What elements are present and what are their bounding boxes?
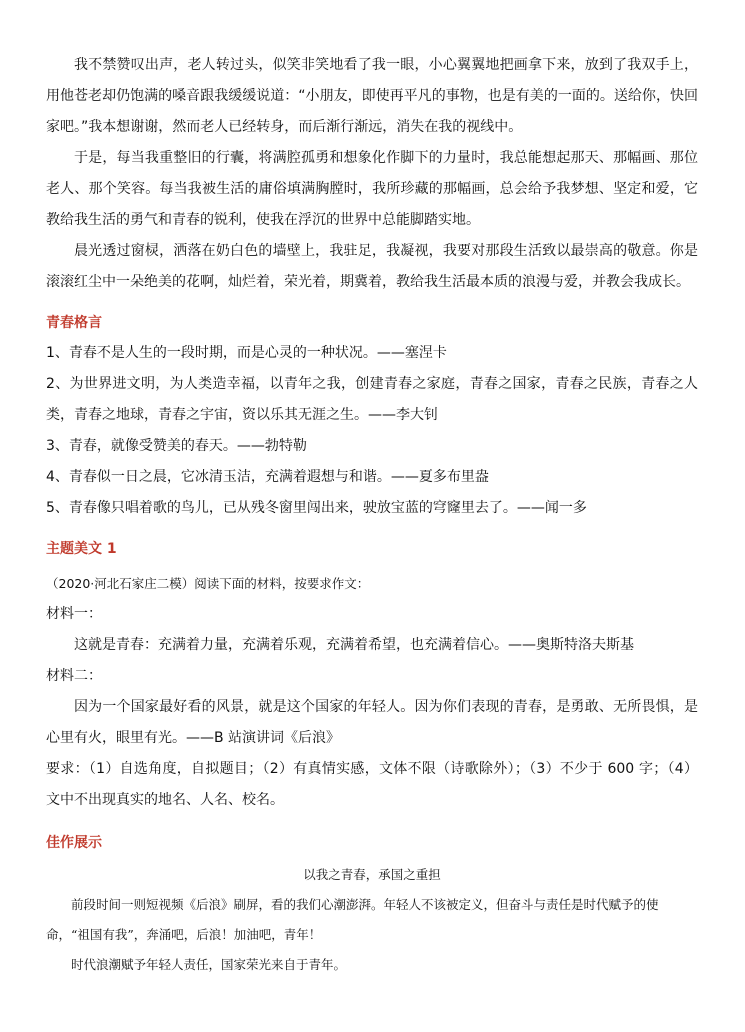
essay-paragraph-2: 时代浪潮赋予年轻人责任，国家荣光来自于青年。 [71,957,347,972]
story-paragraph-2: 于是，每当我重整旧的行囊，将满腔孤勇和想象化作脚下的力量时，我总能想起那天、那幅画、那位老人、那个笑容。每当我被生活的庸俗填满胸膛时，我所珍藏的那幅画，总会给予我梦想、坚定和爱，它教给我生活的勇气和青春的锐利，使我在浮沉的世界中总能脚踏实地。 [46,150,698,228]
quote-item-4: 4、青春似一日之晨，它冰清玉洁，充满着遐想与和谐。——夏多布里盎 [46,469,489,485]
material-1-label: 材料一： [46,606,102,622]
essay-title: 以我之青春，承国之重担 [303,867,441,882]
quote-item-2: 2、为世界进文明，为人类造幸福，以青年之我，创建青春之家庭，青春之国家，青春之民族，青春之人类，青春之地球，青春之宇宙，资以乐其无涯之生。——李大钊 [46,376,698,423]
story-paragraph-1: 我不禁赞叹出声，老人转过头，似笑非笑地看了我一眼，小心翼翼地把画拿下来，放到了我双手上，用他苍老却仍饱满的嗓音跟我缓缓说道：“小朋友，即使再平凡的事物，也是有美的一面的。送给你，快回家吧。”我本想谢谢，然而老人已经转身，而后渐行渐远，消失在我的视线中。 [46,57,698,135]
material-2-text: 因为一个国家最好看的风景，就是这个国家的年轻人。因为你们表现的青春，是勇敢、无所畏惧，是心里有火，眼里有光。——B 站演讲词《后浪》 [46,699,698,746]
material-1-text: 这就是青春：充满着力量，充满着乐观，充满着希望，也充满着信心。——奥斯特洛夫斯基 [74,637,634,653]
quotes-list [46,338,698,524]
quotes-heading: 青春格言 [46,315,102,331]
quote-item-5: 5、青春像只唱着歌的鸟儿，已从残冬窗里闯出来，驶放宝蓝的穹窿里去了。——闻一多 [46,500,587,516]
essay-paragraph-1: 前段时间一则短视频《后浪》刷屏，看的我们心潮澎湃。年轻人不该被定义，但奋斗与责任是时代赋予的使命，“祖国有我”，奔涌吧，后浪！加油吧，青年！ [46,897,659,942]
quote-item-1: 1、青春不是人生的一段时期，而是心灵的一种状况。——塞涅卡 [46,345,447,361]
prompt-intro: （2020·河北石家庄二模）阅读下面的材料，按要求作文： [46,576,370,591]
story-paragraph-3: 晨光透过窗棂，洒落在奶白色的墙壁上，我驻足，我凝视，我要对那段生活致以最崇高的敬意。你是滚滚红尘中一朵绝美的花啊，灿烂着，荣光着，期冀着，教给我生活最本质的浪漫与爱，并教会我成长。 [46,243,698,290]
material-2-label: 材料二： [46,668,102,684]
quote-item-3: 3、青春，就像受赞美的春天。——勃特勒 [46,438,307,454]
story-section [46,50,698,298]
prompt-section [46,568,698,816]
theme-heading: 主题美文 1 [46,541,117,557]
requirements: 要求：（1）自选角度，自拟题目；（2）有真情实感，文体不限（诗歌除外）；（3）不少于 600 字；（4）文中不出现真实的地名、人名、校名。 [46,761,698,808]
essay-section [46,860,698,980]
essay-heading: 佳作展示 [46,835,102,851]
